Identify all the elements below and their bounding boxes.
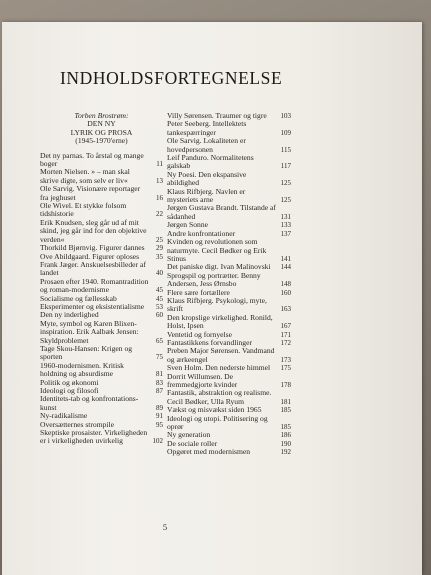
toc-entry-title: Morten Nielsen. » – man skal skrive digte, som selv er liv« [40,167,130,185]
toc-entry-page: 81 [156,370,163,379]
toc-entry-title: Kvinden og revolutionen som naturmyte. Cecil Bødker og Erik Stinus [167,237,267,263]
toc-entry-page: 25 [156,235,163,244]
toc-entry-page: 192 [280,448,291,457]
toc-entry-page: 65 [156,336,163,345]
toc-entry-title: Den ny inderlighed [40,310,99,320]
toc-entry [167,297,291,314]
toc-entry-page: 53 [156,302,163,311]
toc-entry-page: 40 [156,269,163,278]
toc-entry-title: Myte, symbol og Karen Blixen-inspiration. Erik Aalbæk Jensen: Skyldproblemet [40,318,139,345]
toc-entry-page: 117 [280,162,291,171]
book-page [2,22,422,575]
toc-entry-page: 11 [156,160,163,169]
toc-entry-page: 115 [280,145,291,154]
toc-entry-page: 148 [280,280,291,289]
toc-entry-title: Jørgen Gustava Brandt. Tilstande af sådanhed [167,203,276,221]
toc-right-list [167,112,291,457]
toc-right-column [167,112,291,457]
toc-entry-title: Det ny parnas. To årstal og mange boger [40,150,144,169]
toc-entry-title: Ole Wivel. Et stykke folsom tidshistorie [40,201,127,219]
toc-entry [40,168,163,185]
page-number: 5 [162,522,168,532]
toc-entry-page: 163 [280,305,291,314]
toc-entry-title: Sven Holm. Den nederste himmel [167,363,271,373]
toc-entry-page: 13 [156,176,163,185]
toc-left-column [40,112,163,446]
toc-entry-page: 103 [280,112,291,120]
toc-entry [40,185,163,202]
toc-entry-title: Socialisme og fællesskab [40,293,117,303]
toc-entry [40,395,163,412]
toc-entry-page: 175 [280,364,291,373]
toc-entry-page: 83 [156,378,163,387]
toc-entry [40,219,163,244]
toc-entry [167,137,291,154]
toc-entry [167,120,291,137]
toc-entry-page: 45 [156,294,163,303]
toc-entry-title: 1960-modernismen. Kritisk holdning og absurdisme [40,360,124,379]
toc-entry-page: 16 [156,193,163,202]
toc-entry-title: Den kropslige virkelighed. Ronild, Holst, Ipsen [167,312,273,331]
toc-entry [167,238,291,263]
toc-entry-page: 91 [156,412,163,421]
toc-entry-title: Sprogspil og portrætter. Benny Andersen, Jess Ørnsbo [167,270,261,289]
toc-entry-title: Flere sære fortællere [167,287,230,297]
toc-entry [167,188,291,205]
toc-entry-page: 125 [280,196,291,205]
toc-entry-page: 190 [280,439,291,448]
toc-entry [40,202,163,219]
toc-entry [40,320,163,345]
toc-entry [40,278,163,295]
toc-entry [40,261,163,278]
toc-entry [167,272,291,289]
toc-entry-page: 109 [280,128,291,137]
toc-entry-title: Thorkild Bjørnvig. Figurer dannes [40,243,145,253]
toc-entry-title: Erik Knudsen, sleg går ud af mit skind, jeg går ind for den objektive verden« [40,217,147,244]
toc-entry-title: Identitets-tab og konfrontations-kunst [40,394,139,412]
toc-entry-page: 181 [280,397,291,406]
toc-entry-page: 95 [156,420,163,429]
toc-entry-title: Jørgen Sonne [167,220,208,230]
toc-entry-page: 131 [280,212,291,221]
toc-entry [167,389,291,406]
section-period: (1945-1970'erne) [75,136,128,146]
toc-entry [167,448,291,456]
toc-left-list [40,152,163,446]
toc-entry-title: Ole Sarvig. Lokaliteten er hovedpersonen [167,136,246,154]
toc-entry [40,345,163,362]
toc-entry-page: 178 [280,381,291,389]
toc-entry-page: 144 [280,263,291,272]
toc-entry-title: Det paniske digt. Ivan Malinovski [167,262,271,272]
toc-entry-title: Klaus Rifbjerg. Psykologi, myte, skrift [167,295,267,314]
toc-entry-title: Fantastik, abstraktion og realisme. Cecil Bødker, Ulla Ryum [167,388,272,406]
toc-entry-page: 141 [280,254,291,263]
toc-entry-page: 173 [280,355,291,364]
toc-entry-title: Ideologi og filosofi [40,386,99,395]
toc-entry-title: Villy Sørensen. Traumer og tigre [167,111,267,120]
toc-entry-page: 102 [152,437,163,446]
toc-entry-page: 160 [280,288,291,297]
toc-entry-page: 87 [156,387,163,395]
toc-entry-page: 133 [280,221,291,230]
toc-entry-page: 45 [156,286,163,295]
toc-entry-page: 186 [280,431,291,440]
section-title-line-1: DEN NY [87,119,116,129]
toc-entry-title: Ny Poesi. Den ekspansive abildighed [167,169,247,188]
toc-entry [40,152,163,169]
toc-entry-page: 172 [280,338,291,347]
toc-entry-title: Andre konfrontationer [167,228,236,238]
toc-entry-page: 137 [280,229,291,238]
toc-entry-title: Ny generation [167,430,211,440]
toc-entry [167,204,291,221]
toc-entry-title: Ole Sarvig. Visionære reportager fra jeghuset [40,184,141,202]
toc-entry-title: Skeptiske prosaister. Virkeligheden er i virkeligheden uvirkelig [40,428,148,446]
toc-entry-title: Dorrit Willumsen. De fremmedgjorte kvinder [167,371,238,389]
section-title-line-2: LYRIK OG PROSA [70,127,133,137]
toc-entry-title: Prosaen efter 1940. Romantradition og roman-modernisme [40,276,149,295]
toc-entry-page: 171 [280,330,291,339]
toc-entry [40,362,163,379]
section-intro [40,112,163,146]
page-title: INDHOLDSFORTEGNELSE [60,68,283,88]
toc-entry [167,154,291,171]
toc-entry [167,347,291,364]
toc-entry-title: Klaus Rifbjerg. Navlen er mysteriets arne [167,186,246,205]
toc-entry-page: 75 [156,353,163,362]
toc-entry [167,415,291,432]
toc-entry-title: Politik og økonomi [40,377,99,387]
toc-entry-page: 35 [156,252,163,261]
toc-entry-title: Frank Jæger. Anskuelsesbilleder af landet [40,259,146,278]
toc-entry-page: 89 [156,403,163,412]
toc-entry-page: 125 [280,179,291,188]
toc-entry-title: Tage Skou-Hansen: Krigen og sporten [40,343,133,362]
section-author: Torben Brostrøm: [74,111,129,120]
toc-entry-title: Ove Abildgaard. Figurer oploses [40,251,140,261]
toc-entry-page: 29 [156,244,163,253]
toc-entry-page: 167 [280,322,291,331]
toc-entry-page: 185 [280,423,291,432]
toc-entry-title: Fantastikkens forvandlinger [167,337,252,347]
toc-entry-page: 60 [156,311,163,320]
toc-entry-title: Ny-radikalisme [40,411,88,421]
toc-entry-title: Peter Seeberg. Intellektets tankespærringer [167,119,247,137]
toc-entry-title: Ideologi og utopi. Politisering og oprør [167,413,268,432]
toc-entry [167,171,291,188]
toc-entry-title: De sociale roller [167,438,218,448]
toc-entry [167,314,291,331]
toc-entry-title: Preben Major Sørensen. Vandmand og ærkeengel [167,346,275,364]
toc-entry [167,373,291,390]
toc-entry-title: Eksperimenter og eksistentialisme [40,301,145,311]
toc-entry-title: Ventetid og fornyelse [167,329,232,339]
toc-entry-title: Vækst og misvækst siden 1965 [167,405,262,415]
toc-entry-title: Leif Panduro. Normalitetens galskab [167,153,254,171]
toc-entry-page: 185 [280,406,291,415]
toc-entry-page: 22 [156,210,163,219]
toc-entry [40,429,163,446]
toc-entry-title: Oversætternes strompile [40,419,115,429]
toc-entry-title: Opgøret med modernismen [167,447,251,457]
